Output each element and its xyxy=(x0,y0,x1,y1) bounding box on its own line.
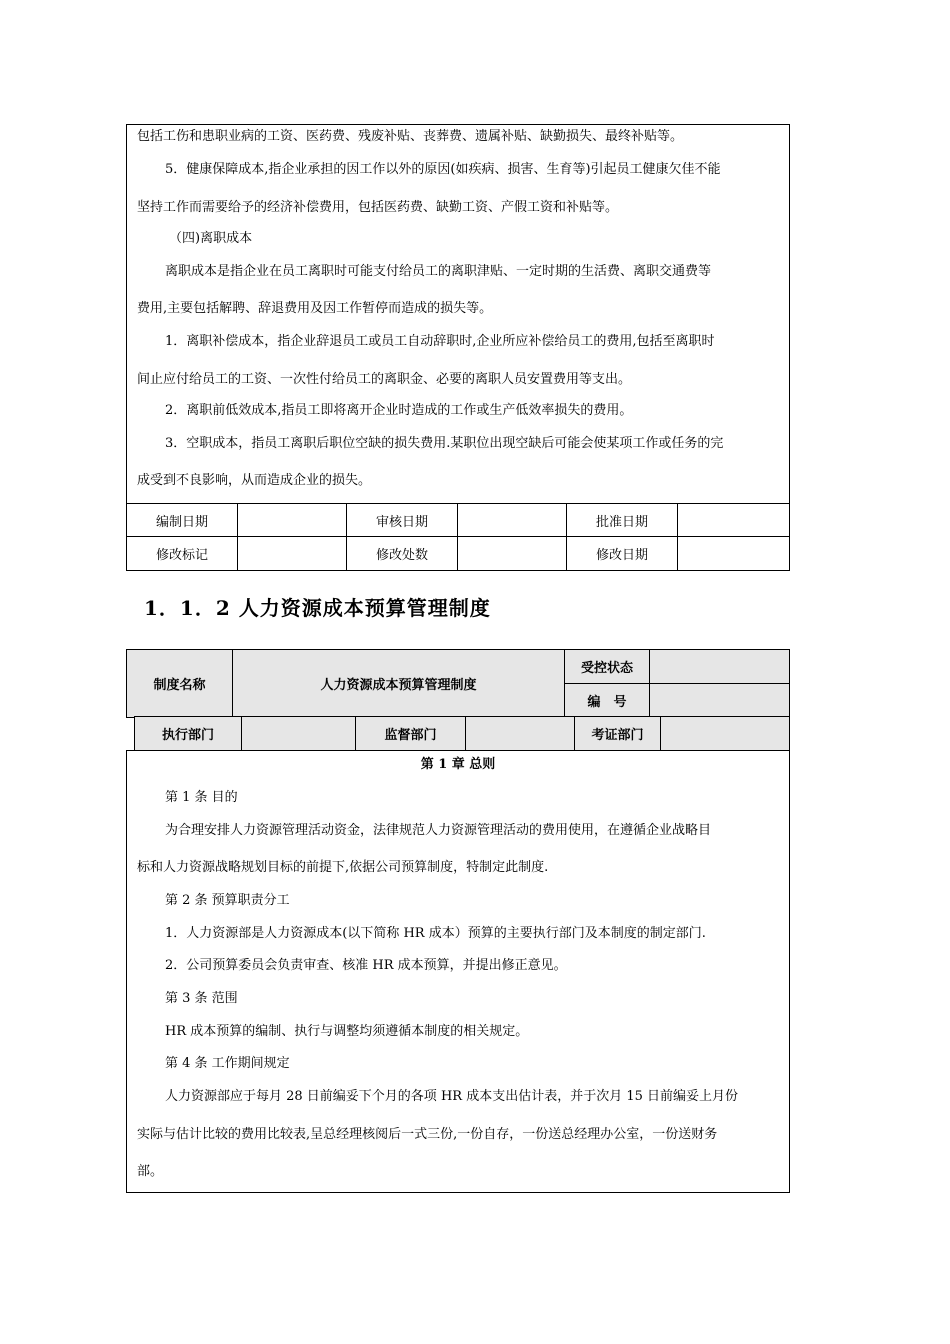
paragraph-line: 成受到不良影响，从而造成企业的损失。 xyxy=(137,473,372,488)
supervise-dept-value xyxy=(466,717,575,751)
prepared-date-value xyxy=(238,504,347,537)
paragraph-line: HR 成本预算的编制、执行与调整均须遵循本制度的相关规定。 xyxy=(165,1024,529,1039)
paragraph-line: 3．空职成本，指员工离职后职位空缺的损失费用.某职位出现空缺后可能会使某项工作或任务的完 xyxy=(165,436,724,451)
policy-name-label: 制度名称 xyxy=(127,650,233,718)
paragraph-line: 1．人力资源部是人力资源成本(以下简称 HR 成本）预算的主要执行部门及本制度的制定部门. xyxy=(165,926,706,941)
supervise-dept-label: 监督部门 xyxy=(356,717,466,751)
paragraph-line: 离职成本是指企业在员工离职时可能支付给员工的离职津贴、一定时期的生活费、离职交通费等 xyxy=(165,264,712,279)
signoff-table xyxy=(126,503,790,571)
revision-count-label: 修改处数 xyxy=(347,537,458,571)
paragraph-line: 坚持工作而需要给予的经济补偿费用，包括医药费、缺勤工资、产假工资和补贴等。 xyxy=(137,200,619,215)
section-heading: 1．1．2 人力资源成本预算管理制度 xyxy=(144,596,491,620)
approve-date-value xyxy=(678,504,790,537)
subsection-title: （四)离职成本 xyxy=(169,231,253,246)
policy-header-table xyxy=(126,649,790,718)
paragraph-line: 5．健康保障成本,指企业承担的因工作以外的原因(如疾病、损害、生育等)引起员工健康欠佳不能 xyxy=(165,162,721,177)
paragraph-line: 实际与估计比较的费用比较表,呈总经理核阅后一式三份,一份自存，一份送总经理办公室，一份送财务 xyxy=(137,1127,718,1142)
control-status-label: 受控状态 xyxy=(565,650,650,684)
control-status-value xyxy=(650,650,790,684)
chapter-title: 第 1 章 总则 xyxy=(420,757,496,772)
paragraph-line: 费用,主要包括解聘、辞退费用及因工作暂停而造成的损失等。 xyxy=(137,301,493,316)
article-title: 第 3 条 范围 xyxy=(165,991,238,1006)
paragraph-line: 为合理安排人力资源管理活动资金，法律规范人力资源管理活动的费用使用，在遵循企业战略目 xyxy=(165,823,712,838)
article-title: 第 1 条 目的 xyxy=(165,790,238,805)
paragraph-line: 标和人力资源战略规划目标的前提下,依据公司预算制度，特制定此制度. xyxy=(137,860,549,875)
paragraph-line: 部。 xyxy=(137,1164,164,1179)
revision-mark-value xyxy=(238,537,347,571)
paragraph-line: 2．公司预算委员会负责审查、核准 HR 成本预算，并提出修正意见。 xyxy=(165,958,567,973)
revision-date-value xyxy=(678,537,790,571)
verify-dept-label: 考证部门 xyxy=(575,717,661,751)
paragraph-line: 1．离职补偿成本，指企业辞退员工或员工自动辞职时,企业所应补偿给员工的费用,包括至离职时 xyxy=(165,334,715,349)
approve-date-label: 批准日期 xyxy=(567,504,678,537)
document-number-value xyxy=(650,684,790,718)
revision-mark-label: 修改标记 xyxy=(127,537,238,571)
revision-count-value xyxy=(458,537,567,571)
top-text-block xyxy=(126,124,790,504)
review-date-value xyxy=(458,504,567,537)
departments-table xyxy=(134,716,790,751)
exec-dept-label: 执行部门 xyxy=(135,717,242,751)
policy-name-value: 人力资源成本预算管理制度 xyxy=(233,650,565,718)
document-number-label: 编 号 xyxy=(565,684,650,718)
revision-date-label: 修改日期 xyxy=(567,537,678,571)
paragraph-line: 包括工伤和患职业病的工资、医药费、残废补贴、丧葬费、遗属补贴、缺勤损失、最终补贴等。 xyxy=(137,129,684,144)
exec-dept-value xyxy=(242,717,356,751)
article-title: 第 2 条 预算职责分工 xyxy=(165,893,290,908)
paragraph-line: 2．离职前低效成本,指员工即将离开企业时造成的工作或生产低效率损失的费用。 xyxy=(165,403,633,418)
prepared-date-label: 编制日期 xyxy=(127,504,238,537)
verify-dept-value xyxy=(661,717,790,751)
policy-body-block xyxy=(126,750,790,1193)
paragraph-line: 人力资源部应于每月 28 日前编妥下个月的各项 HR 成本支出估计表，并于次月 15 日前编妥上月份 xyxy=(165,1089,739,1104)
article-title: 第 4 条 工作期间规定 xyxy=(165,1056,290,1071)
paragraph-line: 间止应付给员工的工资、一次性付给员工的离职金、必要的离职人员安置费用等支出。 xyxy=(137,372,632,387)
review-date-label: 审核日期 xyxy=(347,504,458,537)
